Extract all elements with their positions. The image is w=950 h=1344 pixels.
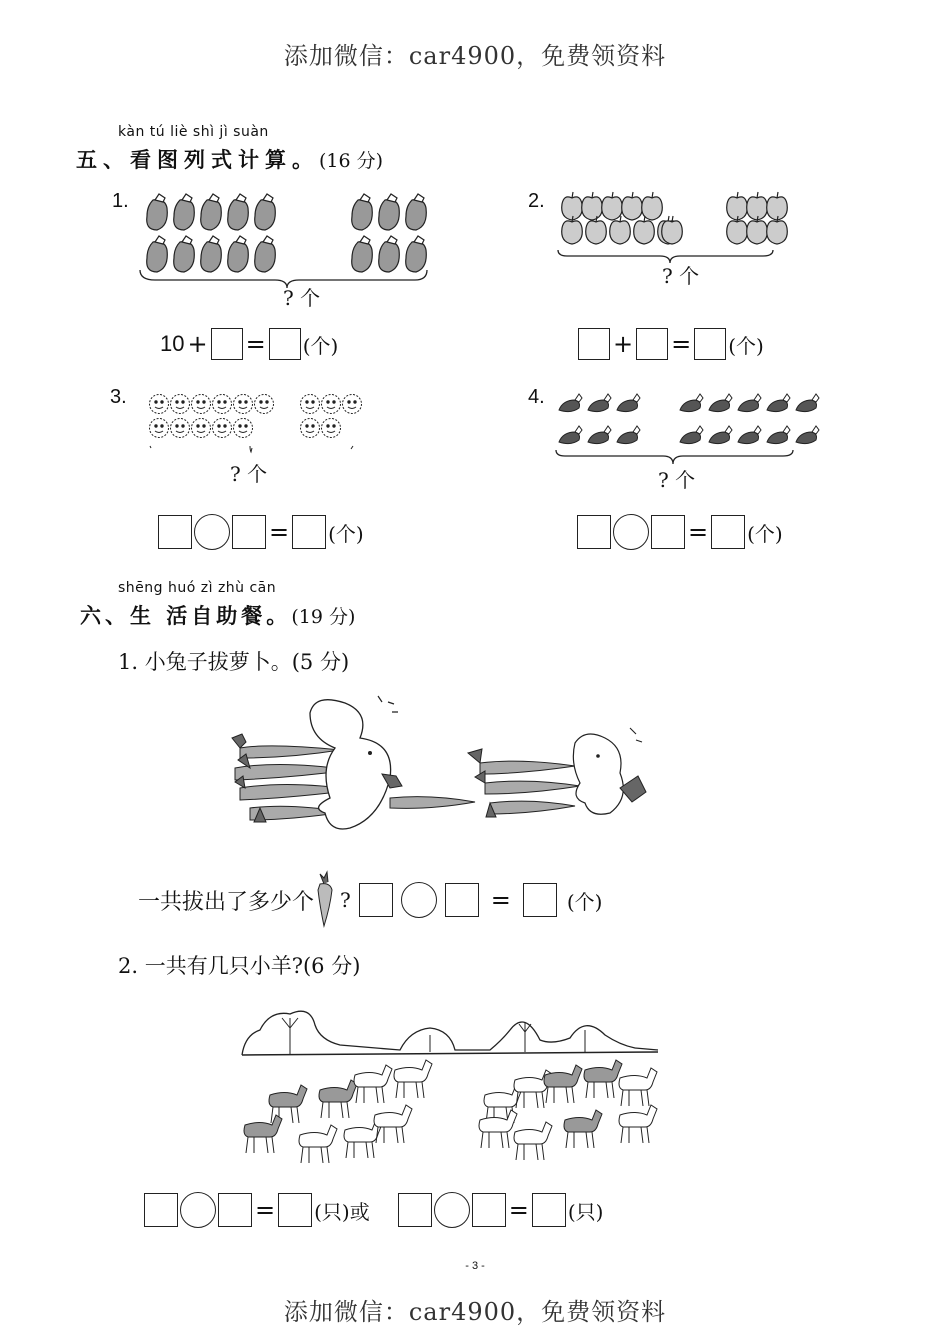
- q3-equals: =: [269, 518, 290, 546]
- smiley-icon: [192, 395, 211, 414]
- q4-number: 4.: [528, 386, 545, 408]
- pepper-icon: [559, 426, 582, 444]
- carrot-icon: [314, 872, 336, 928]
- q4-operator-circle[interactable]: [613, 514, 649, 550]
- section5-points: (16 分): [319, 150, 384, 172]
- smiley-icon: [213, 395, 232, 414]
- smiley-icon: [255, 395, 274, 414]
- p2-answer-box-3[interactable]: [278, 1193, 312, 1227]
- section5-title: [76, 144, 383, 174]
- eggplant-icon: [147, 236, 168, 272]
- q3-operator-circle[interactable]: [194, 514, 230, 550]
- q4-question: ? 个: [658, 468, 696, 492]
- eggplant-icon: [379, 194, 400, 230]
- eggplant-icon: [174, 194, 195, 230]
- eggplant-icon: [379, 236, 400, 272]
- pepper-icon: [559, 394, 582, 412]
- p1-question-mark: ?: [340, 888, 351, 912]
- eggplant-icon: [228, 236, 249, 272]
- pepper-icon: [588, 426, 611, 444]
- eggplant-icon: [255, 194, 276, 230]
- smiley-icon: [301, 419, 320, 438]
- p1-question-text: 一共拔出了多少个: [138, 889, 315, 915]
- q3-question: ? 个: [230, 462, 268, 486]
- section6-title: [80, 600, 355, 630]
- pepper-icon: [796, 426, 819, 444]
- q1-eggplant-picture: [135, 188, 435, 288]
- goat-icon: [479, 1110, 517, 1148]
- q3-unit: (个): [328, 521, 364, 546]
- q3-answer-box-1[interactable]: [158, 515, 192, 549]
- goat-icon: [564, 1110, 602, 1148]
- q2-equation: [578, 328, 764, 360]
- q1-question: ? 个: [283, 286, 321, 310]
- eggplant-icon: [201, 194, 222, 230]
- smiley-icon: [234, 395, 253, 414]
- p1-operator-circle[interactable]: [401, 882, 437, 918]
- q4-equation: [577, 514, 783, 550]
- q1-answer-box-1[interactable]: [211, 328, 243, 360]
- p1-label: 1. 小兔子拔萝卜。(5 分): [118, 650, 350, 674]
- apple-icon: [767, 192, 788, 220]
- p2-equation: [144, 1192, 603, 1228]
- q4-answer-box-1[interactable]: [577, 515, 611, 549]
- smiley-icon: [171, 395, 190, 414]
- pepper-icon: [767, 426, 790, 444]
- apple-icon: [767, 216, 788, 244]
- apple-icon: [602, 192, 623, 220]
- apple-icon: [727, 192, 748, 220]
- eggplant-icon: [228, 194, 249, 230]
- q2-answer-box-2[interactable]: [636, 328, 668, 360]
- section5-title-text: 五、看图列式计算。: [76, 147, 319, 172]
- p2-answer-box-6[interactable]: [532, 1193, 566, 1227]
- goat-icon: [619, 1105, 657, 1143]
- smiley-icon: [343, 395, 362, 414]
- p2-answer-box-4[interactable]: [398, 1193, 432, 1227]
- q4-pepper-picture: [553, 388, 803, 468]
- apple-icon: [562, 216, 583, 244]
- pepper-icon: [738, 394, 761, 412]
- q1-number: 1.: [112, 190, 129, 212]
- eggplant-icon: [406, 194, 427, 230]
- q2-plus: +: [613, 330, 634, 358]
- smiley-icon: [150, 419, 169, 438]
- goat-icon: [619, 1068, 657, 1106]
- p2-unit-1: (只)或: [314, 1199, 370, 1224]
- p2-equals-2: =: [508, 1196, 529, 1224]
- section5-pinyin: kàn tú liè shì jì suàn: [118, 124, 269, 140]
- pepper-icon: [588, 394, 611, 412]
- q3-equation: [158, 514, 364, 550]
- p2-answer-box-5[interactable]: [472, 1193, 506, 1227]
- q4-answer-box-2[interactable]: [651, 515, 685, 549]
- section6-pinyin: shēng huó zì zhù cān: [118, 580, 277, 596]
- page-number: - 3 -: [465, 1260, 485, 1272]
- p1-answer-box-2[interactable]: [445, 883, 479, 917]
- q3-answer-box-3[interactable]: [292, 515, 326, 549]
- goat-icon: [374, 1105, 412, 1143]
- pepper-icon: [709, 426, 732, 444]
- goat-icon: [584, 1060, 622, 1098]
- apple-icon: [747, 216, 768, 244]
- smiley-icon: [192, 419, 211, 438]
- goat-icon: [244, 1115, 282, 1153]
- q1-answer-box-2[interactable]: [269, 328, 301, 360]
- q2-apple-picture: [555, 188, 785, 268]
- apple-icon: [747, 192, 768, 220]
- pepper-icon: [738, 426, 761, 444]
- pepper-icon: [680, 426, 703, 444]
- eggplant-icon: [352, 236, 373, 272]
- p1-unit: (个): [566, 889, 603, 914]
- p1-answer-box-3[interactable]: [523, 883, 557, 917]
- p2-equals-1: =: [255, 1196, 276, 1224]
- goat-icon: [394, 1060, 432, 1098]
- p2-operator-circle-2[interactable]: [434, 1192, 470, 1228]
- pepper-icon: [767, 394, 790, 412]
- q1-equals: =: [245, 330, 266, 358]
- eggplant-icon: [147, 194, 168, 230]
- smiley-icon: [301, 395, 320, 414]
- goat-icon: [299, 1125, 337, 1163]
- pepper-icon: [617, 394, 640, 412]
- p2-label: 2. 一共有几只小羊?(6 分): [118, 954, 361, 978]
- smiley-icon: [322, 395, 341, 414]
- q3-smiley-picture: [145, 390, 375, 465]
- q3-number: 3.: [110, 386, 127, 408]
- rabbit-carrot-picture: [230, 688, 670, 838]
- pepper-icon: [709, 394, 732, 412]
- apple-icon: [582, 192, 603, 220]
- goat-picture: [240, 1000, 660, 1172]
- eggplant-icon: [255, 236, 276, 272]
- apple-icon: [727, 216, 748, 244]
- q1-unit: (个): [302, 333, 339, 358]
- eggplant-icon: [174, 236, 195, 272]
- smiley-icon: [234, 419, 253, 438]
- p2-operator-circle-1[interactable]: [180, 1192, 216, 1228]
- smiley-icon: [213, 419, 232, 438]
- watermark-bottom: 添加微信：car4900，免费领资料: [283, 1298, 667, 1326]
- goat-icon: [544, 1065, 582, 1103]
- q2-number: 2.: [528, 190, 545, 212]
- section6-points: (19 分): [291, 606, 356, 628]
- eggplant-icon: [406, 236, 427, 272]
- pepper-icon: [680, 394, 703, 412]
- p1-equation: [138, 872, 602, 928]
- q4-unit: (个): [747, 521, 783, 546]
- eggplant-icon: [201, 236, 222, 272]
- section6-title-text: 六、生 活自助餐。: [80, 603, 292, 628]
- smiley-icon: [171, 419, 190, 438]
- goat-icon: [354, 1065, 392, 1103]
- q4-equals: =: [688, 518, 709, 546]
- q1-equation: [160, 328, 338, 360]
- p2-answer-box-2[interactable]: [218, 1193, 252, 1227]
- p2-unit-2: (只): [567, 1199, 604, 1224]
- apple-icon: [562, 192, 583, 220]
- q2-answer-box-1[interactable]: [578, 328, 610, 360]
- q3-answer-box-2[interactable]: [232, 515, 266, 549]
- apple-icon: [642, 192, 663, 220]
- q2-equals: =: [671, 330, 692, 358]
- p1-answer-box-1[interactable]: [359, 883, 393, 917]
- q1-plus: +: [187, 330, 208, 358]
- q4-answer-box-3[interactable]: [711, 515, 745, 549]
- smiley-icon: [322, 419, 341, 438]
- apple-icon: [662, 216, 683, 244]
- goat-icon: [319, 1080, 357, 1118]
- pepper-icon: [617, 426, 640, 444]
- p1-equals: =: [490, 886, 511, 914]
- watermark-top: 添加微信：car4900，免费领资料: [283, 42, 667, 70]
- smiley-icon: [150, 395, 169, 414]
- apple-icon: [586, 216, 607, 244]
- q2-answer-box-3[interactable]: [694, 328, 726, 360]
- p2-answer-box-1[interactable]: [144, 1193, 178, 1227]
- pepper-icon: [796, 394, 819, 412]
- eggplant-icon: [352, 194, 373, 230]
- apple-icon: [622, 192, 643, 220]
- q2-question: ? 个: [662, 264, 700, 288]
- goat-icon: [514, 1122, 552, 1160]
- q2-unit: (个): [728, 333, 764, 358]
- q1-first-value: 10: [160, 331, 185, 356]
